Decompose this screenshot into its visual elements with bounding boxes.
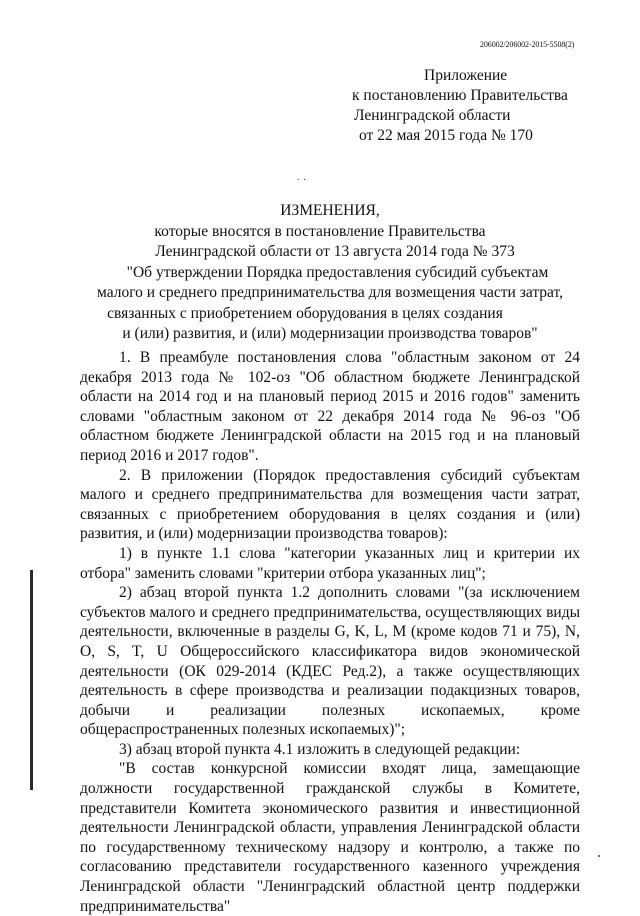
- scan-margin-mark: [30, 570, 33, 790]
- title-line: Ленинградской области от 13 августа 2014 года № 373: [155, 243, 515, 260]
- body-paragraph: 1) в пункте 1.1 слова "категории указанных лиц и критерии их отбора" заменить словами "критерии отбора указанных лиц";: [80, 544, 580, 582]
- title-line: "Об утверждении Порядка предоставления субсидий субъектам: [126, 263, 549, 281]
- scan-speck: . .: [297, 172, 307, 182]
- body-paragraph: 2) абзац второй пункта 1.2 дополнить словами "(за исключением субъектов малого и среднего предпринимательства, осуществляющих виды деятельности, включенные в разделы G, K, L, M (кроме кодов 71 и 75), N, O, S, T, U Общероссийского классификатора видов экономической деятельности (ОК 029-2014 (КДЕС Ред.2), а также осуществляющих деятельность в сфере производства и реализации подакцизных товаров, добычи и реализации полезных ископаемых, кроме общераспространенных полезных ископаемых)";: [80, 584, 580, 739]
- document-body: [80, 348, 580, 916]
- appendix-line: Приложение: [424, 67, 508, 84]
- title-line: малого и среднего предпринимательства для возмещения части затрат,: [97, 284, 563, 301]
- title-line: и (или) развития, и (или) модернизации производства товаров": [122, 325, 538, 342]
- title-heading: ИЗМЕНЕНИЯ,: [280, 202, 380, 219]
- body-paragraph: 3) абзац второй пункта 4.1 изложить в следующей редакции:: [119, 740, 521, 758]
- body-paragraph: 2. В приложении (Порядок предоставления субсидий субъектам малого и среднего предпринимательства для возмещения части затрат, связанных с приобретением оборудования в целях создания и (или) развития, и (или) модернизации производства товаров):: [80, 466, 580, 543]
- body-paragraph: "В состав конкурсной комиссии входят лица, замещающие должности государственной гражданской службы в Комитете, представители Комитета экономического развития и инвестиционной деятельности Ленинградской области, управления Ленинградской области по государственному техническому надзору и контролю, а также по согласованию представители государственного казенного учреждения Ленинградской области "Ленинградский областной центр поддержки предпринимательства": [80, 760, 580, 915]
- appendix-line: Ленинградской области: [354, 107, 511, 124]
- appendix-line: от 22 мая 2015 года № 170: [359, 127, 533, 144]
- title-line: связанных с приобретением оборудования в целях создания: [107, 304, 503, 322]
- document-id: 206002/206002-2015-5508(2): [480, 40, 575, 49]
- scan-speck: [598, 855, 600, 857]
- appendix-line: к постановлению Правительства: [352, 87, 568, 104]
- title-line: которые вносятся в постановление Правительства: [154, 222, 486, 240]
- document-title: [80, 201, 580, 345]
- body-paragraph: 1. В преамбуле постановления слова "областным законом от 24 декабря 2013 года № 102-оз "Об областном бюджете Ленинградской области на 2014 год и на плановый период 2015 и 2016 годов" заменить словами "областным законом от 22 декабря 2014 года № 96-оз "Об областном бюджете Ленинградской области на 2015 год и на плановый период 2016 и 2017 годов".: [80, 349, 580, 464]
- appendix-block: [340, 66, 568, 146]
